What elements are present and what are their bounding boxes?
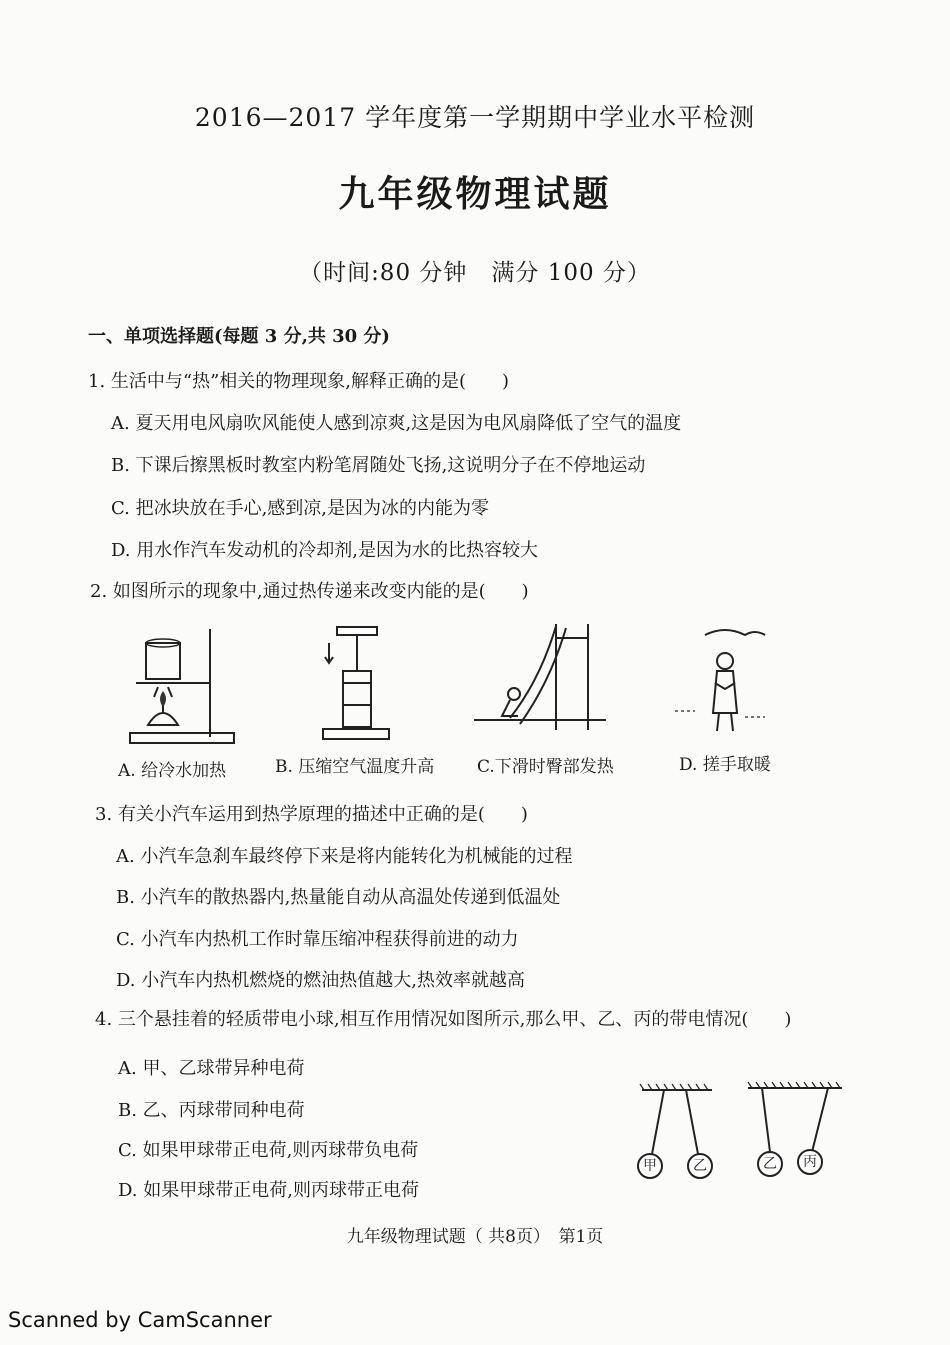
question-3-option-d: D. 小汽车内热机燃烧的燃油热值越大,热效率就越高: [116, 970, 525, 991]
figure-b-caption: B. 压缩空气温度升高: [275, 757, 435, 777]
exam-title: 九年级物理试题: [338, 173, 612, 215]
question-4-option-c: C. 如果甲球带正电荷,则丙球带负电荷: [118, 1140, 419, 1161]
question-3-stem: 3. 有关小汽车运用到热学原理的描述中正确的是( ): [95, 804, 528, 825]
question-1-option-c: C. 把冰块放在手心,感到凉,是因为冰的内能为零: [111, 498, 490, 519]
question-4-option-d: D. 如果甲球带正电荷,则丙球带正电荷: [118, 1180, 419, 1201]
question-4-option-b: B. 乙、丙球带同种电荷: [118, 1100, 305, 1121]
question-1-option-a: A. 夏天用电风扇吹风能使人感到凉爽,这是因为电风扇降低了空气的温度: [111, 413, 682, 434]
figure-d-rub-hands: [665, 625, 780, 740]
page-footer: 九年级物理试题（ 共8页） 第1页: [346, 1227, 604, 1247]
ball-label-bing: 丙: [803, 1154, 817, 1170]
question-4-option-a: A. 甲、乙球带异种电荷: [118, 1058, 305, 1079]
exam-meta: （时间:80 分钟 满分 100 分）: [299, 260, 651, 286]
exam-subtitle: 2016—2017 学年度第一学期期中学业水平检测: [194, 103, 756, 132]
figure-c-slide: [470, 620, 610, 740]
question-1-stem: 1. 生活中与“热”相关的物理现象,解释正确的是( ): [88, 371, 510, 392]
question-3-option-a: A. 小汽车急刹车最终停下来是将内能转化为机械能的过程: [116, 846, 573, 867]
ball-label-jia: 甲: [643, 1158, 657, 1174]
figure-a-heating-water: [118, 625, 238, 750]
figure-hanging-balls-right: [742, 1080, 847, 1180]
scanner-watermark: Scanned by CamScanner: [8, 1308, 272, 1332]
section-heading: 一、单项选择题(每题 3 分,共 30 分): [88, 326, 390, 347]
figure-c-caption: C.下滑时臀部发热: [477, 757, 614, 777]
ball-label-yi-left: 乙: [693, 1158, 707, 1174]
question-3-option-c: C. 小汽车内热机工作时靠压缩冲程获得前进的动力: [116, 929, 519, 950]
question-3-option-b: B. 小汽车的散热器内,热量能自动从高温处传递到低温处: [116, 887, 561, 908]
question-1-option-d: D. 用水作汽车发动机的冷却剂,是因为水的比热容较大: [111, 540, 538, 561]
question-2-stem: 2. 如图所示的现象中,通过热传递来改变内能的是( ): [90, 581, 529, 602]
question-1-option-b: B. 下课后擦黑板时教室内粉笔屑随处飞扬,这说明分子在不停地运动: [111, 455, 646, 476]
ball-label-yi-right: 乙: [763, 1156, 777, 1172]
figure-b-compress-air: [315, 625, 395, 750]
figure-d-caption: D. 搓手取暖: [679, 755, 771, 775]
figure-a-caption: A. 给冷水加热: [118, 761, 227, 781]
question-4-stem: 4. 三个悬挂着的轻质带电小球,相互作用情况如图所示,那么甲、乙、丙的带电情况( ): [95, 1009, 792, 1030]
